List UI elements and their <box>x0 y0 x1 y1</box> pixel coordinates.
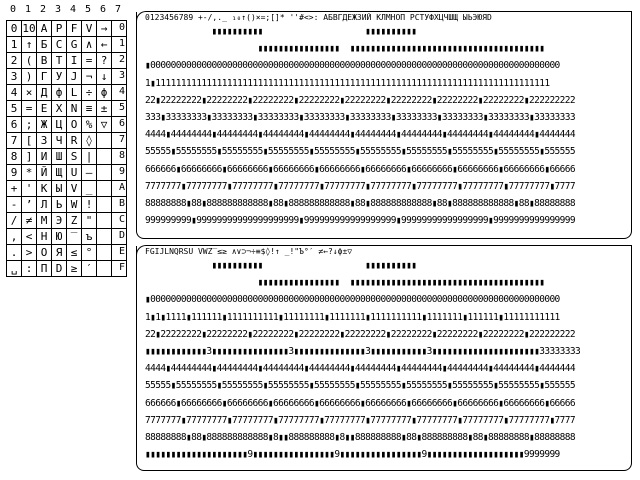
table-cell: Д <box>37 85 52 101</box>
table-cell: 5 <box>7 101 22 117</box>
table-cell: Н <box>37 229 52 245</box>
table-cell: ъ <box>82 229 97 245</box>
card-punch-row: 1▮1▮1111▮111111▮1111111111▮11111111▮1111111▮1111111111▮1111111▮111111▮11111111111 <box>145 311 560 323</box>
card-punch-row: ▮▮▮▮▮▮▮▮▮▮ ▮▮▮▮▮▮▮▮▮▮ <box>145 260 550 271</box>
table-cell <box>97 229 112 245</box>
table-cell: — <box>82 165 97 181</box>
table-cell: ≤ <box>67 245 82 261</box>
table-cell: : <box>22 261 37 277</box>
table-cell: 3 <box>7 69 22 85</box>
table-cell: V <box>82 21 97 37</box>
card-punch-row: 4444▮44444444▮44444444▮44444444▮44444444▮44444444▮44444444▮44444444▮44444444▮4444444 <box>145 363 576 375</box>
table-cell: Ч <box>52 133 67 149</box>
table-row <box>7 37 127 53</box>
column-header: 5 <box>84 4 92 15</box>
card-punch-row: 7777777▮77777777▮77777777▮77777777▮77777777▮77777777▮77777777▮77777777▮77777777▮7777 <box>145 180 576 192</box>
table-cell: Э <box>52 213 67 229</box>
card-header-text: 0123456789 +-/,._ ₁₀↑()×=;[]* ''#<>: АБВГДЕЖЗИЙ КЛМНОП РСТУФХЦЧШЩ ЫЬЭЮЯD <box>145 13 492 22</box>
table-cell: = <box>82 53 97 69</box>
table-cell: К <box>37 181 52 197</box>
table-cell: ′ <box>82 261 97 277</box>
table-row <box>7 53 127 69</box>
table-cell: ? <box>97 53 112 69</box>
table-cell: ! <box>82 197 97 213</box>
table-cell: R <box>67 133 82 149</box>
row-label: C <box>118 214 126 225</box>
table-row <box>7 133 127 149</box>
table-cell: ° <box>82 245 97 261</box>
table-cell: М <box>37 213 52 229</box>
table-row <box>7 213 127 229</box>
card-punch-row: 333▮33333333▮33333333▮33333333▮33333333▮33333333▮33333333▮33333333▮33333333▮33333333 <box>145 112 576 123</box>
table-cell: ≠ <box>22 213 37 229</box>
table-cell: Ц <box>52 117 67 133</box>
card-punch-row: 999999999▮99999999999999999999▮999999999999999999▮99999999999999999▮9999999999999999 <box>145 215 576 227</box>
table-cell: D <box>52 261 67 277</box>
table-cell: C <box>52 37 67 53</box>
table-cell: " <box>82 213 97 229</box>
table-cell: Г <box>37 69 52 85</box>
card-punch-row: 55555▮55555555▮55555555▮55555555▮55555555▮55555555▮55555555▮55555555▮55555555▮555555 <box>145 380 576 392</box>
table-cell <box>97 133 112 149</box>
card-punch-row: ▮▮▮▮▮▮▮▮▮▮▮▮▮▮▮▮ ▮▮▮▮▮▮▮▮▮▮▮▮▮▮▮▮▮▮▮▮▮▮▮▮▮▮▮▮▮▮▮▮▮▮▮▮▮▮ <box>145 277 545 289</box>
table-cell: A <box>37 21 52 37</box>
table-cell: [ <box>22 133 37 149</box>
row-label: F <box>118 262 126 273</box>
row-label: 4 <box>118 86 126 97</box>
card-punch-row: 88888888▮88▮888888888888▮8▮▮888888888▮8▮▮888888888▮88▮888888888▮88▮88888888▮88888888 <box>145 432 576 443</box>
table-cell: - <box>7 197 22 213</box>
card-header-text: FGIJLNQRSU VWZ‾≤≥ ∧∨⊃¬÷≡$◊!↑ _!"Ъ°′ ≠←?↓ϕ±▽ <box>145 247 353 256</box>
table-cell: + <box>7 181 22 197</box>
table-cell: 10 <box>22 22 36 35</box>
card-punch-row: ▮▮▮▮▮▮▮▮▮▮ ▮▮▮▮▮▮▮▮▮▮ <box>145 26 550 37</box>
card-top-edge <box>149 245 632 246</box>
table-cell: % <box>82 117 97 133</box>
table-cell: ↑ <box>22 37 37 53</box>
table-cell: 1 <box>7 37 22 53</box>
table-cell: < <box>22 229 37 245</box>
table-cell: 0 <box>7 21 22 37</box>
table-row <box>7 181 127 197</box>
table-cell: О <box>37 245 52 261</box>
row-label: 2 <box>118 54 126 65</box>
table-cell: ϕ <box>97 85 112 101</box>
card-punch-row: 55555▮55555555▮55555555▮55555555▮55555555▮55555555▮55555555▮55555555▮55555555▮555555 <box>145 146 576 158</box>
table-cell: , <box>7 229 22 245</box>
table-row <box>7 85 127 101</box>
table-row <box>7 117 127 133</box>
table-cell: 2 <box>7 53 22 69</box>
table-cell: | <box>82 149 97 165</box>
card-punch-row: 88888888▮88▮888888888888▮88▮888888888888▮88▮888888888888▮88▮888888888888▮88▮88888888 <box>145 198 576 209</box>
card-punch-row: ▮00000000000000000000000000000000000000000000000000000000000000000000000000000000 <box>145 294 560 306</box>
character-code-table <box>6 20 127 277</box>
table-cell: N <box>67 101 82 117</box>
row-label: 1 <box>118 38 126 49</box>
table-cell: ¬ <box>82 69 97 85</box>
table-cell: Б <box>37 37 52 53</box>
table-cell: ф <box>52 85 67 101</box>
table-cell: Ю <box>52 229 67 245</box>
table-cell: Ж <box>37 117 52 133</box>
table-cell: L <box>67 85 82 101</box>
row-label: B <box>118 198 126 209</box>
card-punch-row: 7777777▮77777777▮77777777▮77777777▮77777777▮77777777▮77777777▮77777777▮77777777▮7777 <box>145 414 576 426</box>
card-punch-row: 666666▮66666666▮66666666▮66666666▮66666666▮66666666▮66666666▮66666666▮66666666▮66666 <box>145 163 576 175</box>
table-cell: > <box>22 245 37 261</box>
table-cell: P <box>52 21 67 37</box>
table-cell: ] <box>22 149 37 165</box>
row-label: D <box>118 230 126 241</box>
table-cell: П <box>37 261 52 277</box>
table-cell: F <box>67 21 82 37</box>
table-cell: Й <box>37 165 52 181</box>
table-cell: ↓ <box>97 69 112 85</box>
table-cell: Ш <box>52 149 67 165</box>
row-label: E <box>118 246 126 257</box>
table-cell: 4 <box>7 85 22 101</box>
table-cell <box>97 245 112 261</box>
table-row <box>7 197 127 213</box>
card-punch-row: 22▮22222222▮22222222▮22222222▮22222222▮22222222▮22222222▮22222222▮22222222▮222222222 <box>145 328 576 340</box>
card-punch-row: ▮▮▮▮▮▮▮▮▮▮▮▮▮▮▮▮▮▮▮▮9▮▮▮▮▮▮▮▮▮▮▮▮▮▮▮▮9▮▮▮▮▮▮▮▮▮▮▮▮▮▮▮▮9▮▮▮▮▮▮▮▮▮▮▮▮▮▮▮▮▮▮▮9999999 <box>145 449 560 461</box>
table-cell <box>97 197 112 213</box>
table-cell: ÷ <box>82 85 97 101</box>
table-cell: 6 <box>7 117 22 133</box>
row-label: 9 <box>118 166 126 177</box>
table-cell: * <box>22 165 37 181</box>
table-cell: ( <box>22 53 37 69</box>
table-cell: ; <box>22 117 37 133</box>
punch-card-1 <box>136 12 632 239</box>
table-row <box>7 261 127 277</box>
table-cell: T <box>52 53 67 69</box>
table-cell: J <box>67 69 82 85</box>
table-cell: Ы <box>52 181 67 197</box>
card-punch-row: 666666▮66666666▮66666666▮66666666▮66666666▮66666666▮66666666▮66666666▮66666666▮66666 <box>145 397 576 409</box>
table-cell: O <box>67 117 82 133</box>
table-cell <box>97 149 112 165</box>
table-cell: ≡ <box>82 101 97 117</box>
table-cell: Щ <box>52 165 67 181</box>
column-header: 2 <box>39 4 47 15</box>
table-cell: ≥ <box>67 261 82 277</box>
table-cell: U <box>67 165 82 181</box>
table-cell: ’ <box>22 197 37 213</box>
table-cell: ␣ <box>7 261 22 277</box>
row-label: 5 <box>118 102 126 113</box>
table-cell <box>97 181 112 197</box>
table-cell: Z <box>67 213 82 229</box>
row-label: 3 <box>118 70 126 81</box>
table-cell <box>97 213 112 229</box>
table-cell: ‾ <box>67 229 82 245</box>
table-cell: / <box>7 213 22 229</box>
table-cell: × <box>22 85 37 101</box>
card-punch-row: 22▮22222222▮22222222▮22222222▮22222222▮22222222▮22222222▮22222222▮22222222▮222222222 <box>145 94 576 106</box>
table-cell: ▽ <box>97 117 112 133</box>
column-header: 3 <box>54 4 62 15</box>
row-label: 7 <box>118 134 126 145</box>
table-cell: . <box>7 245 22 261</box>
table-cell: Л <box>37 197 52 213</box>
table-cell: И <box>37 149 52 165</box>
table-cell: E <box>37 101 52 117</box>
table-cell: I <box>67 53 82 69</box>
table-cell: X <box>52 101 67 117</box>
table-row <box>7 69 127 85</box>
column-header: 7 <box>114 4 122 15</box>
row-label: 6 <box>118 118 126 129</box>
row-label: 0 <box>118 22 126 33</box>
table-row <box>7 165 127 181</box>
table-cell: ± <box>97 101 112 117</box>
table-cell: = <box>22 101 37 117</box>
table-cell: _ <box>82 181 97 197</box>
card-punch-row: 1▮11111111111111111111111111111111111111111111111111111111111111111111111111111 <box>145 77 550 89</box>
table-cell: G <box>67 37 82 53</box>
table-cell: V <box>67 181 82 197</box>
table-cell: S <box>67 149 82 165</box>
table-cell: ← <box>97 37 112 53</box>
table-cell: 7 <box>7 133 22 149</box>
column-header: 1 <box>24 4 32 15</box>
card-punch-row: 4444▮44444444▮44444444▮44444444▮44444444▮44444444▮44444444▮44444444▮44444444▮4444444 <box>145 129 576 141</box>
table-cell: З <box>37 133 52 149</box>
table-cell: ' <box>22 181 37 197</box>
table-cell: → <box>97 21 112 37</box>
row-label: A <box>118 182 126 193</box>
table-row <box>7 101 127 117</box>
table-row <box>7 149 127 165</box>
table-cell: Я <box>52 245 67 261</box>
table-cell: B <box>37 53 52 69</box>
card-punch-row: ▮00000000000000000000000000000000000000000000000000000000000000000000000000000000 <box>145 60 560 72</box>
card-punch-row: ▮▮▮▮▮▮▮▮▮▮▮▮▮▮▮▮ ▮▮▮▮▮▮▮▮▮▮▮▮▮▮▮▮▮▮▮▮▮▮▮▮▮▮▮▮▮▮▮▮▮▮▮▮▮▮ <box>145 43 545 55</box>
column-header: 4 <box>69 4 77 15</box>
table-row <box>7 245 127 261</box>
column-header: 0 <box>9 4 17 15</box>
card-top-edge <box>149 11 632 12</box>
table-cell <box>97 165 112 181</box>
punch-card-2 <box>136 246 632 471</box>
table-cell: ) <box>22 69 37 85</box>
column-header: 6 <box>99 4 107 15</box>
table-row <box>7 229 127 245</box>
table-cell: 8 <box>7 149 22 165</box>
table-cell <box>97 261 112 277</box>
table-cell: Ь <box>52 197 67 213</box>
table-cell: W <box>67 197 82 213</box>
table-cell: ∧ <box>82 37 97 53</box>
table-cell: У <box>52 69 67 85</box>
row-label: 8 <box>118 150 126 161</box>
table-cell: ◊ <box>82 133 97 149</box>
table-row <box>7 21 127 37</box>
table-cell: 9 <box>7 165 22 181</box>
card-punch-row: ▮▮▮▮▮▮▮▮▮▮▮▮3▮▮▮▮▮▮▮▮▮▮▮▮▮▮▮3▮▮▮▮▮▮▮▮▮▮▮▮▮▮3▮▮▮▮▮▮▮▮▮▮▮3▮▮▮▮▮▮▮▮▮▮▮▮▮▮▮▮▮▮▮▮▮33333333 <box>145 346 581 357</box>
